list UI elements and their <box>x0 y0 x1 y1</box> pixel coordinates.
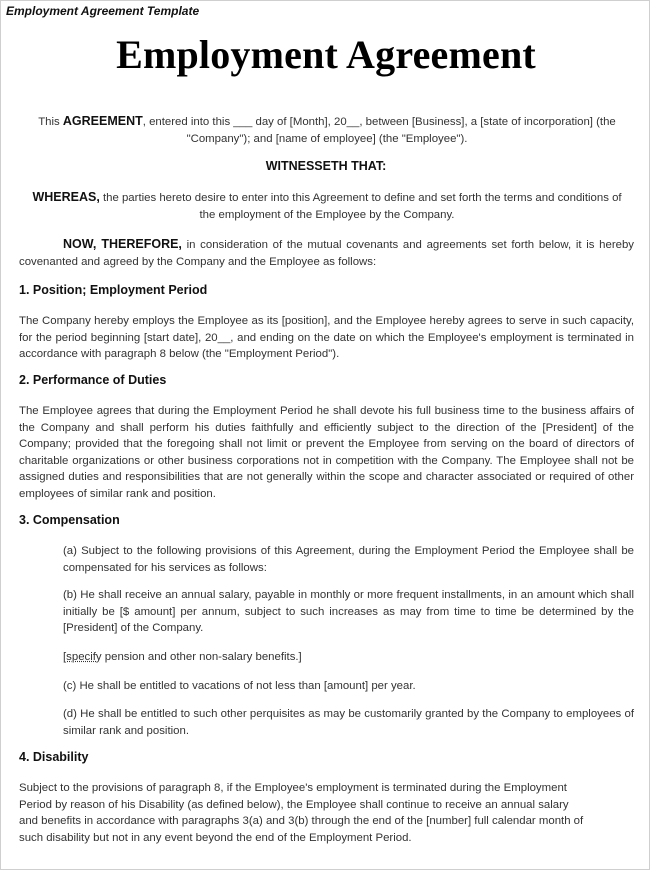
specify-rest: pension and other non-salary benefits.] <box>101 651 302 663</box>
whereas-bold: WHEREAS, <box>32 190 100 204</box>
section-4-heading: 4. Disability <box>19 750 89 764</box>
specify-word: [specify <box>63 651 102 663</box>
section-1-heading: 1. Position; Employment Period <box>19 283 208 297</box>
section-4-line-2: Period by reason of his Disability (as defined below), the Employee shall continue to receive an annual salary <box>19 798 569 811</box>
section-2-heading: 2. Performance of Duties <box>19 373 167 387</box>
template-title: Employment Agreement Template <box>6 4 200 18</box>
section-3b-text: (b) He shall receive an annual salary, payable in monthly or more frequent installments, in an amount which shall initially be [$ amount] per annum, subject to such increases as may from time to time be determined by the [President] of the Company. <box>63 589 634 634</box>
whereas-text: the parties hereto desire to enter into this Agreement to define and set forth the terms and conditions of the employment of the Employee by the Company. <box>99 192 622 221</box>
now-therefore-paragraph <box>19 236 634 270</box>
intro-pre: This <box>38 116 63 128</box>
section-3-heading: 3. Compensation <box>19 513 120 527</box>
section-4-line-1: Subject to the provisions of paragraph 8, if the Employee's employment is terminated during the Employment <box>19 782 567 794</box>
whereas-paragraph <box>31 189 623 223</box>
section-3-specify-note <box>63 649 634 666</box>
section-4-line-4: such disability but not in any event beyond the end of the Employment Period. <box>19 831 412 844</box>
section-3d-text: (d) He shall be entitled to such other perquisites as may be customarily granted by the Company to employees of similar rank and position. <box>63 708 634 737</box>
now-therefore-text: in consideration of the mutual covenants and agreements set forth below, it is hereby covenanted and agreed by the Company and the Employee as follows: <box>19 239 634 268</box>
section-3a-text: (a) Subject to the following provisions of this Agreement, during the Employment Period the Employee shall be compensated for his services as follows: <box>63 545 634 574</box>
intro-agreement-bold: AGREEMENT <box>62 114 143 128</box>
witnesseth-heading: WITNESSETH THAT: <box>265 159 387 173</box>
section-2-text: The Employee agrees that during the Employment Period he shall devote his full business time to the business affairs of the Company and shall perform his duties faithfully and efficiently subject to the direction of the [President] of the Company; provided that the foregoing shall not limit or prevent the Employee from serving on the board of directors of charitable organizations or other business corporations not in competition with the Company. The Employee shall not be assigned duties and responsibilities that are not generally within the scope and character associated or required of other employees of similar rank and position. <box>19 405 634 500</box>
intro-paragraph <box>21 113 633 147</box>
section-1-text: The Company hereby employs the Employee as its [position], and the Employee hereby agrees to serve in such capacity, for the period beginning [start date], 20__, and ending on the date on which the Employee's employment is terminated in accordance with paragraph 8 below (the "Employment Period"). <box>19 315 634 360</box>
intro-post: , entered into this ___ day of [Month], 20__, between [Business], a [state of incorporation] (the "Company"); and [name of employee] (the "Employee"). <box>142 116 616 145</box>
document-title: Employment Agreement <box>116 32 536 77</box>
now-therefore-bold: NOW, THEREFORE, <box>63 237 182 251</box>
section-4-text <box>19 780 634 846</box>
section-3c-text: (c) He shall be entitled to vacations of not less than [amount] per year. <box>63 680 416 692</box>
section-4-line-3: and benefits in accordance with paragraphs 3(a) and 3(b) through the end of the [number] full calendar month of <box>19 815 584 827</box>
